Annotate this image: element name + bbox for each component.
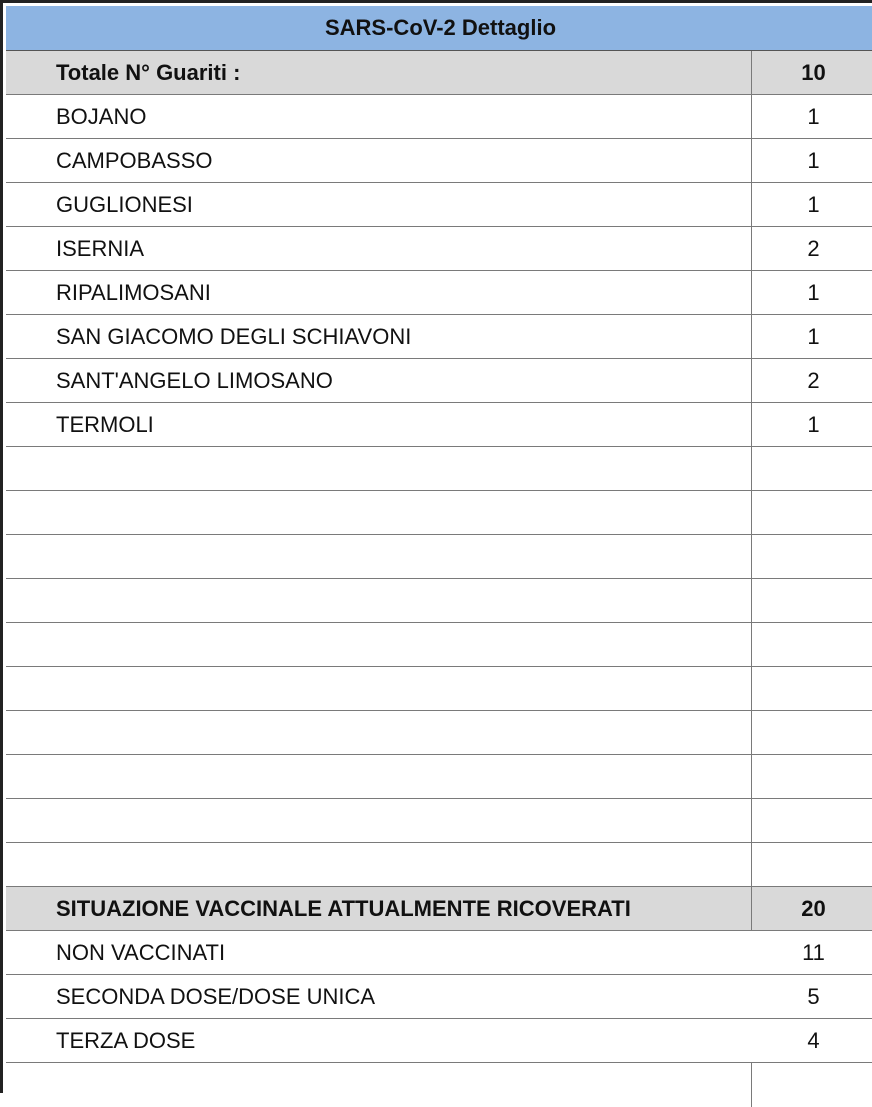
- vaccinale-category: TERZA DOSE: [56, 1027, 196, 1053]
- table-row: [6, 975, 872, 1019]
- empty-cell: [6, 799, 752, 842]
- table-row: [6, 1019, 872, 1063]
- table-row: [6, 359, 872, 403]
- empty-cell: [6, 623, 752, 666]
- table-row: [6, 183, 872, 227]
- empty-row: [6, 1063, 872, 1107]
- table-row: [6, 271, 872, 315]
- empty-row: [6, 711, 872, 755]
- vaccinale-total: 20: [801, 895, 826, 921]
- comune-name: SANT'ANGELO LIMOSANO: [6, 359, 752, 402]
- empty-row: [6, 667, 872, 711]
- empty-cell: [6, 447, 752, 490]
- comune-name: TERMOLI: [6, 403, 752, 446]
- empty-row: [6, 799, 872, 843]
- comune-name: ISERNIA: [6, 227, 752, 270]
- comune-name: BOJANO: [6, 95, 752, 138]
- empty-cell: [6, 491, 752, 534]
- empty-row: [6, 535, 872, 579]
- table-row: [6, 403, 872, 447]
- comune-name: SAN GIACOMO DEGLI SCHIAVONI: [6, 315, 752, 358]
- guariti-header-row: [6, 51, 872, 95]
- table-row: [6, 227, 872, 271]
- vaccinale-header-row: [6, 887, 872, 931]
- vaccinale-count: 5: [807, 983, 820, 1009]
- empty-cell: [6, 843, 752, 886]
- empty-cell: [6, 1063, 752, 1107]
- comune-count: 1: [807, 411, 820, 437]
- table-title: SARS-CoV-2 Dettaglio: [6, 6, 872, 51]
- guariti-total: 10: [801, 59, 826, 85]
- comune-name: CAMPOBASSO: [6, 139, 752, 182]
- comune-count: 1: [807, 103, 820, 129]
- empty-cell: [6, 711, 752, 754]
- comune-count: 1: [807, 191, 820, 217]
- table-row: [6, 315, 872, 359]
- comune-name: GUGLIONESI: [6, 183, 752, 226]
- table-row: [6, 139, 872, 183]
- empty-row: [6, 623, 872, 667]
- empty-cell: [6, 535, 752, 578]
- vaccinale-count: 4: [807, 1027, 820, 1053]
- comune-count: 2: [807, 367, 820, 393]
- empty-row: [6, 843, 872, 887]
- empty-row: [6, 579, 872, 623]
- empty-row: [6, 491, 872, 535]
- table-row: [6, 95, 872, 139]
- empty-cell: [6, 755, 752, 798]
- vaccinale-category: NON VACCINATI: [56, 939, 226, 965]
- comune-count: 1: [807, 279, 820, 305]
- comune-name: RIPALIMOSANI: [6, 271, 752, 314]
- comune-count: 2: [807, 235, 820, 261]
- empty-row: [6, 755, 872, 799]
- guariti-header-label: Totale N° Guariti :: [6, 51, 752, 94]
- empty-cell: [6, 667, 752, 710]
- comune-count: 1: [807, 147, 820, 173]
- table-row: [6, 931, 872, 975]
- vaccinale-header-label: SITUAZIONE VACCINALE ATTUALMENTE RICOVERATI: [6, 887, 752, 930]
- empty-row: [6, 447, 872, 491]
- vaccinale-count: 11: [802, 939, 825, 965]
- vaccinale-category: SECONDA DOSE/DOSE UNICA: [56, 983, 376, 1009]
- empty-cell: [6, 579, 752, 622]
- comune-count: 1: [807, 323, 820, 349]
